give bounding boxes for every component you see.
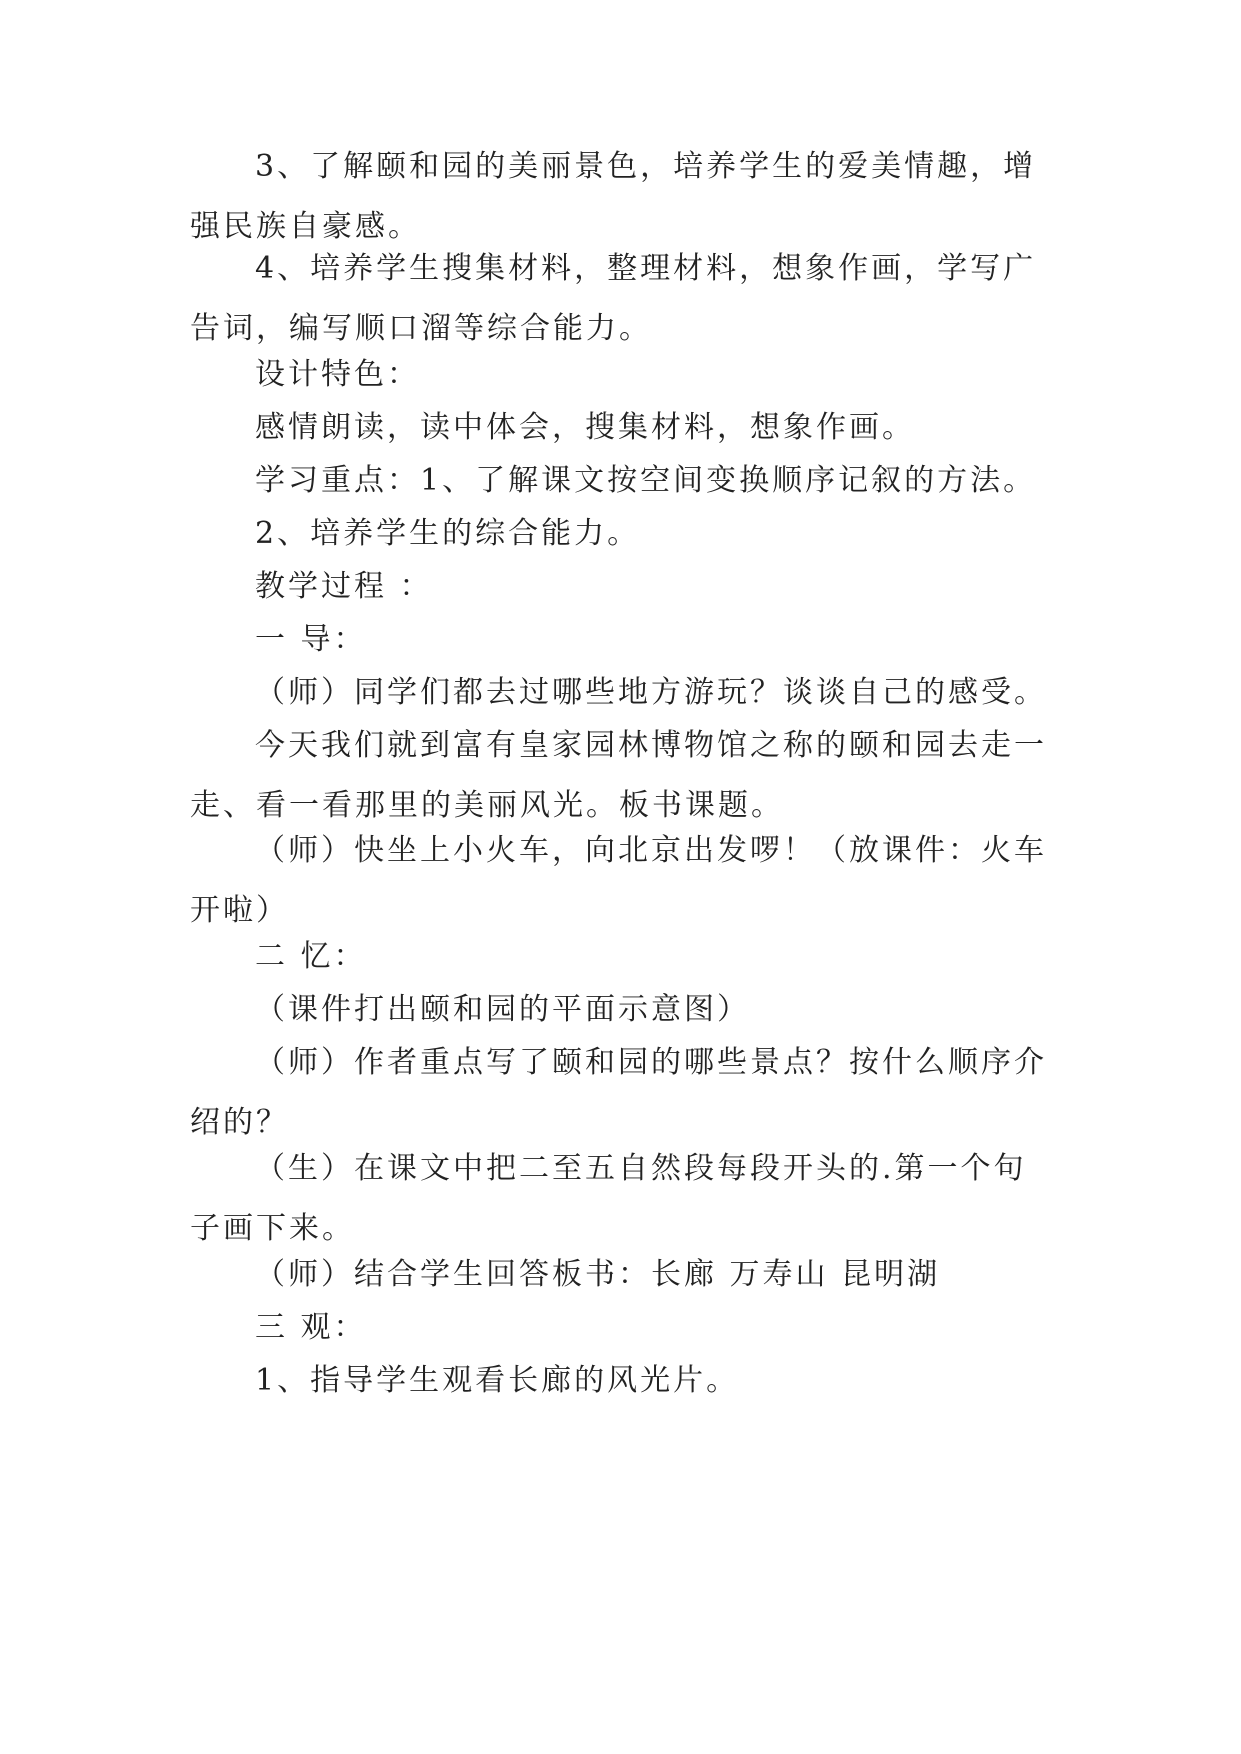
paragraph-section-1-heading: 一 导： <box>255 622 367 657</box>
paragraph-goal-4: 4、培养学生搜集材料，整理材料，想象作画，学写广告词，编写顺口溜等综合能力。 <box>190 251 1037 346</box>
paragraph-teacher-question-1: （师）同学们都去过哪些地方游玩？谈谈自己的感受。 <box>255 675 1047 710</box>
paragraph-watch-corridor: 1、指导学生观看长廊的风光片。 <box>255 1363 740 1398</box>
paragraph-key-point-2: 2、培养学生的综合能力。 <box>255 516 641 551</box>
paragraph-design-content: 感情朗读，读中体会，搜集材料，想象作画。 <box>255 410 915 445</box>
paragraph-section-3-heading: 三 观： <box>255 1310 367 1345</box>
paragraph-process-heading: 教学过程 ： <box>255 569 433 604</box>
paragraph-teacher-train: （师）快坐上小火车，向北京出发啰！（放课件：火车开啦） <box>190 833 1047 928</box>
paragraph-courseware-map: （课件打出颐和园的平面示意图） <box>255 992 750 1027</box>
paragraph-key-point-1: 学习重点：1、了解课文按空间变换顺序记叙的方法。 <box>255 463 1037 498</box>
paragraph-goal-3: 3、了解颐和园的美丽景色，培养学生的爱美情趣，增强民族自豪感。 <box>190 149 1037 244</box>
paragraph-intro-text: 今天我们就到富有皇家园林博物馆之称的颐和园去走一走、看一看那里的美丽风光。板书课题。 <box>190 728 1047 823</box>
paragraph-design-heading: 设计特色： <box>255 357 420 392</box>
paragraph-section-2-heading: 二 忆： <box>255 939 367 974</box>
paragraph-teacher-question-2: （师）作者重点写了颐和园的哪些景点？按什么顺序介绍的？ <box>190 1045 1047 1140</box>
paragraph-student-answer: （生）在课文中把二至五自然段每段开头的.第一个句子画下来。 <box>190 1151 1027 1246</box>
paragraph-board-writing: （师）结合学生回答板书：长廊 万寿山 昆明湖 <box>255 1257 941 1292</box>
